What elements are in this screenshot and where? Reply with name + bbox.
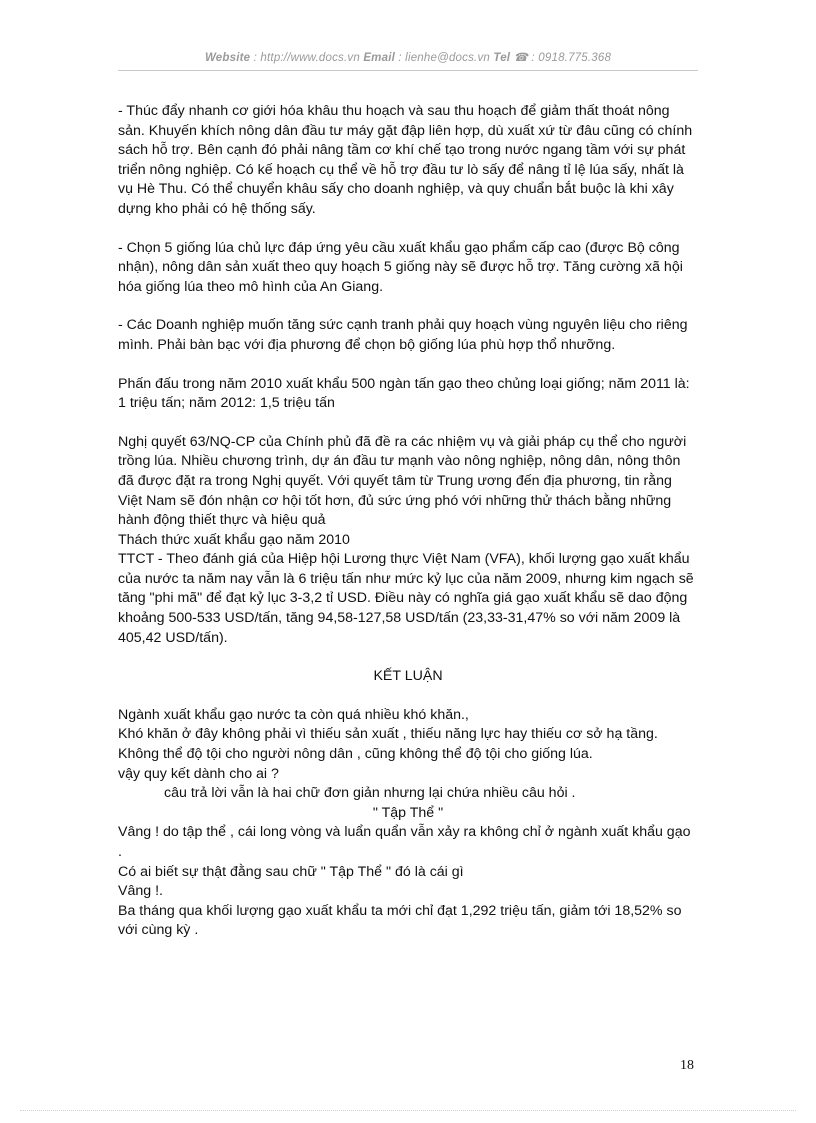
conclusion-line: vậy quy kết dành cho ai ? [118,765,279,782]
conclusion-line: Vâng !. [118,883,163,900]
email-label: Email [363,52,395,64]
paragraph-vfa: TTCT - Theo đánh giá của Hiệp hội Lương thực Việt Nam (VFA), khối lượng gạo xuất khẩu của nước ta năm nay vẫn là 6 triệu tấn như mức kỷ lục của năm 2009, nhưng kim ngạch sẽ tăng "phi mã" để đạt kỷ lục 3-3,2 tỉ USD. Điều này có nghĩa giá gạo xuất khẩu sẽ dao động khoảng 500-533 USD/tấn, tăng 94,58-127,58 USD/tấn (23,33-31,47% so với năm 2009 là 405,42 USD/tấn). [118,551,694,646]
conclusion-line: Ngành xuất khẩu gạo nước ta còn quá nhiều khó khăn., [118,706,469,723]
conclusion-line: câu trả lời vẫn là hai chữ đơn giản nhưng lại chứa nhiều câu hỏi . [164,785,576,802]
paragraph-rice-varieties: - Chọn 5 giống lúa chủ lực đáp ứng yêu cầu xuất khẩu gạo phẩm cấp cao (được Bộ công nhận), nông dân sản xuất theo quy hoạch 5 giống này sẽ được hỗ trợ. Tăng cường xã hội hóa giống lúa theo mô hình của An Giang. [118,239,683,295]
header-divider [118,70,698,71]
tel-value: ☎ : 0918.775.368 [510,52,612,64]
paragraph-export-target: Phấn đấu trong năm 2010 xuất khẩu 500 ngàn tấn gạo theo chủng loại giống; năm 2011 là: 1 triệu tấn; năm 2012: 1,5 triệu tấn [118,375,690,412]
conclusion-line: Không thể độ tội cho người nông dân , cũng không thể độ tội cho giống lúa. [118,746,593,763]
tel-label: Tel [493,52,511,64]
website-label: Website [204,52,251,64]
document-body [118,102,698,941]
paragraph-resolution: Nghị quyết 63/NQ-CP của Chính phủ đã đề ra các nhiệm vụ và giải pháp cụ thể cho người trồng lúa. Nhiều chương trình, dự án đầu tư mạnh vào nông nghiệp, nông dân, nông thôn đã được đặt ra trong Nghị quyết. Với quyết tâm từ Trung ương đến địa phương, tin rằng Việt Nam sẽ đón nhận cơ hội tốt hơn, đủ sức ứng phó với những thử thách bằng những hành động thiết thực và hiệu quả [118,433,687,529]
conclusion-heading: KẾT LUẬN [373,668,443,685]
conclusion-line: Có ai biết sự thật đằng sau chữ " Tập Thể " đó là cái gì [118,863,464,880]
conclusion-line: " Tập Thể " [372,804,444,821]
website-link[interactable]: : http://www.docs.vn [250,52,364,64]
conclusion-line: Vâng ! do tập thể , cái long vòng và luẩn quẩn vẫn xảy ra không chỉ ở ngành xuất khẩu gạo . [118,824,691,860]
conclusion-line: Ba tháng qua khối lượng gạo xuất khẩu ta mới chỉ đạt 1,292 triệu tấn, giảm tới 18,52% so với cùng kỳ . [118,902,682,939]
email-link[interactable]: : lienhe@docs.vn [395,52,494,64]
page-header [118,50,698,64]
paragraph-challenge-title: Thách thức xuất khẩu gạo năm 2010 [118,531,350,548]
paragraph-mechanization: - Thúc đẩy nhanh cơ giới hóa khâu thu hoạch và sau thu hoạch để giảm thất thoát nông sản. Khuyến khích nông dân đầu tư máy gặt đập liên hợp, dù xuất xứ từ đâu cũng có chính sách hỗ trợ. Bên cạnh đó phải nâng tầm cơ khí chế tạo trong nước ngang tầm với sự phát triển nông nghiệp. Có kế hoạch cụ thể về hỗ trợ đầu tư lò sấy để nâng tỉ lệ lúa sấy, nhất là vụ Hè Thu. Có thể chuyển khâu sấy cho doanh nghiệp, và quy chuẩn bắt buộc là khi xây dựng kho phải có hệ thống sấy. [118,103,693,217]
footer-divider [20,1110,796,1111]
conclusion-line: Khó khăn ở đây không phải vì thiếu sản xuất , thiếu năng lực hay thiếu cơ sở hạ tầng. [118,726,658,743]
paragraph-enterprises: - Các Doanh nghiệp muốn tăng sức cạnh tranh phải quy hoạch vùng nguyên liệu cho riêng mình. Phải bàn bạc với địa phương để chọn bộ giống lúa phù hợp thổ nhưỡng. [118,317,688,353]
page-number: 18 [680,1058,694,1073]
